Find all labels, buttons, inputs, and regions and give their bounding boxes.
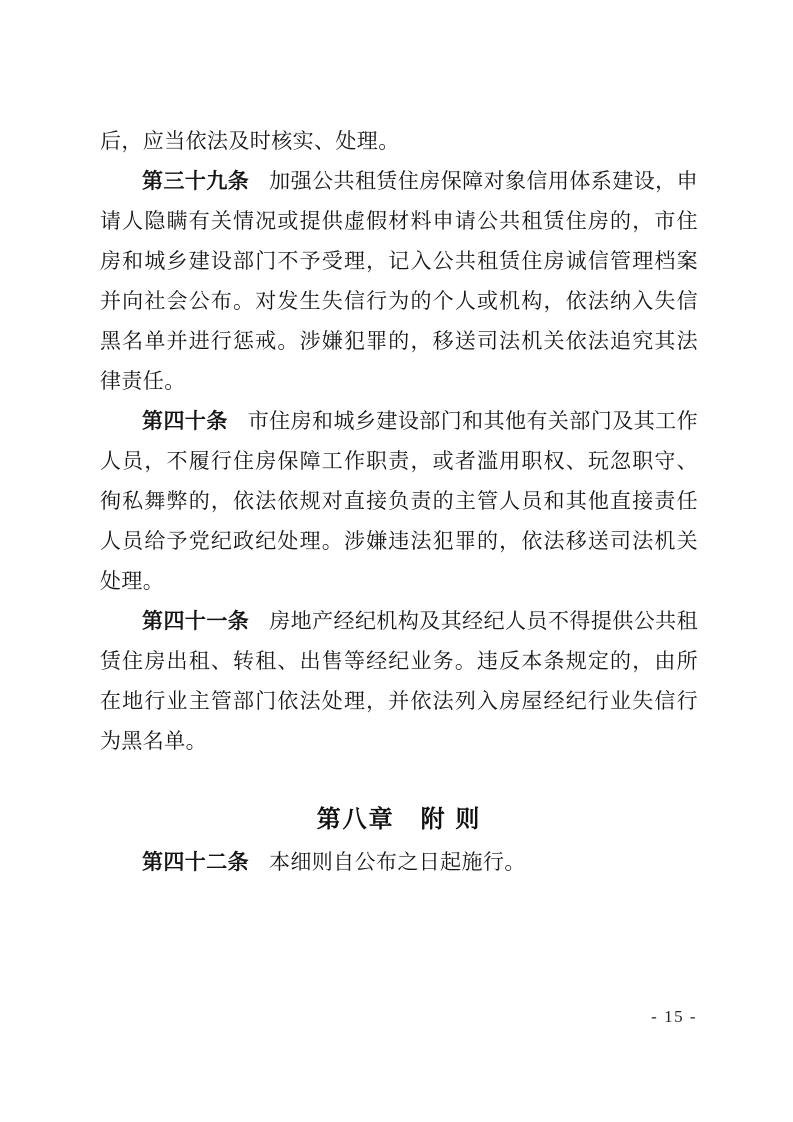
page-number: - 15 -	[651, 1007, 697, 1026]
article-41-number: 第四十一条	[142, 609, 250, 633]
chapter-heading: 第八章 附 则	[316, 806, 482, 833]
paragraph-text: 本细则自公布之日起施行。	[268, 850, 526, 874]
paragraph-text: 房地产经纪机构及其经纪人员不得提供公共租赁住房出租、转租、出售等经纪业务。违反本条规定的，由所在地行业主管部门依法处理，并依法列入房屋经纪行业失信行为黑名单。	[100, 609, 699, 753]
paragraph-continuation	[100, 121, 698, 161]
paragraph-article-39	[100, 161, 698, 401]
paragraph-text: 市住房和城乡建设部门和其他有关部门及其工作人员，不履行住房保障工作职责，或者滥用职权、玩忽职守、徇私舞弊的，依法依规对直接负责的主管人员和其他直接责任人员给予党纪政纪处理。涉嫌违法犯罪的，依法移送司法机关处理。	[100, 409, 698, 593]
paragraph-article-40	[100, 401, 698, 601]
paragraph-text: 后，应当依法及时核实、处理。	[100, 129, 400, 153]
article-40-number: 第四十条	[142, 409, 228, 433]
article-42-number: 第四十二条	[142, 850, 249, 874]
document-body	[100, 121, 698, 882]
paragraph-article-42	[100, 842, 698, 882]
article-39-number: 第三十九条	[142, 169, 250, 193]
paragraph-text: 加强公共租赁住房保障对象信用体系建设，申请人隐瞒有关情况或提供虚假材料申请公共租赁住房的，市住房和城乡建设部门不予受理，记入公共租赁住房诚信管理档案并向社会公布。对发生失信行为的个人或机构，依法纳入失信黑名单并进行惩戒。涉嫌犯罪的，移送司法机关依法追究其法律责任。	[100, 169, 699, 393]
paragraph-article-41	[100, 601, 698, 761]
